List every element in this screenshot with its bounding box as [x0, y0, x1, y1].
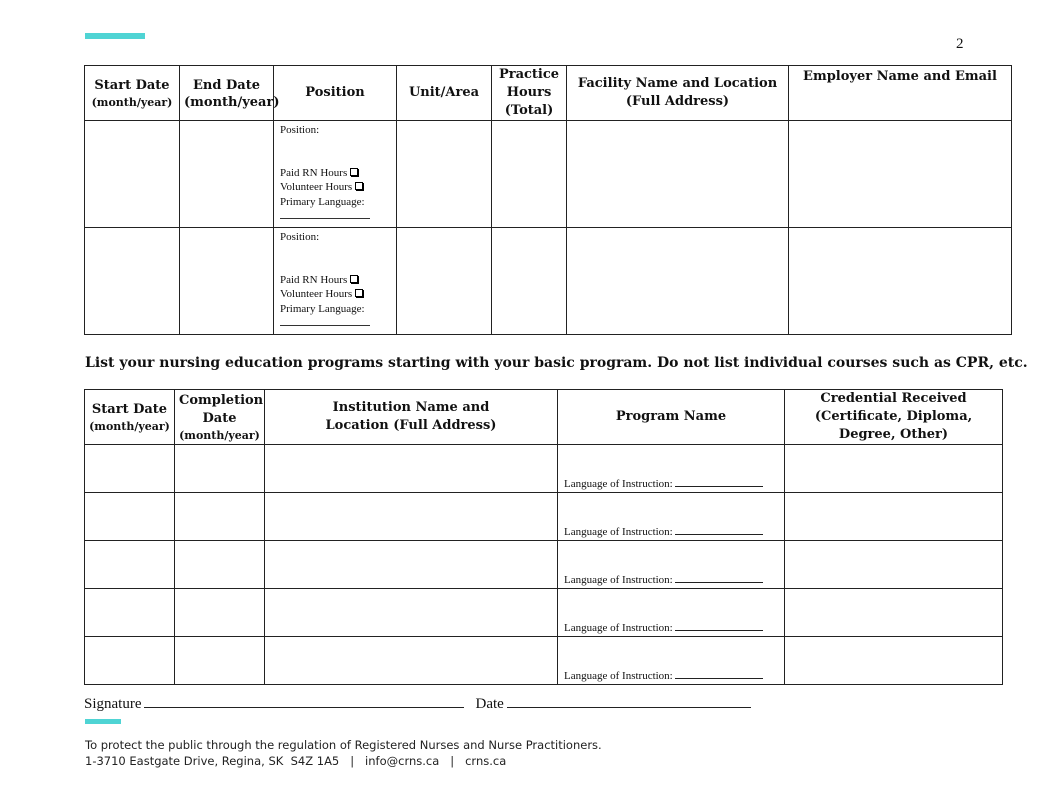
volunteer-hours-checkbox[interactable] [355, 289, 363, 297]
header-credential: Credential Received (Certificate, Diploma, Degree, Other) [785, 390, 1003, 445]
employment-header-row [85, 66, 1012, 121]
language-of-instruction-line[interactable] [675, 573, 763, 583]
education-row [85, 445, 1003, 493]
employer-cell[interactable] [789, 121, 1012, 228]
credential-cell[interactable] [785, 589, 1003, 637]
education-instructions: List your nursing education programs starting with your basic program. Do not list individual courses such as CPR, etc. [85, 355, 1028, 371]
education-row [85, 493, 1003, 541]
practice-hours-cell[interactable] [492, 228, 567, 335]
paid-rn-hours-label: Paid RN Hours [280, 166, 348, 179]
footer [85, 737, 602, 769]
signature-row [84, 694, 751, 713]
program-name-cell[interactable] [558, 637, 785, 685]
edu-start-date-cell[interactable] [85, 493, 175, 541]
primary-language-line[interactable] [280, 209, 370, 219]
end-date-cell[interactable] [180, 228, 274, 335]
credential-cell[interactable] [785, 541, 1003, 589]
primary-language-label: Primary Language: [280, 302, 365, 315]
institution-cell[interactable] [265, 541, 558, 589]
position-cell[interactable] [274, 121, 397, 228]
start-date-cell[interactable] [85, 121, 180, 228]
employment-row [85, 228, 1012, 335]
education-header-row [85, 390, 1003, 445]
end-date-cell[interactable] [180, 121, 274, 228]
paid-rn-hours-checkbox[interactable] [350, 275, 358, 283]
volunteer-hours-label: Volunteer Hours [280, 181, 353, 193]
position-label: Position: [280, 231, 320, 243]
language-of-instruction-line[interactable] [675, 477, 763, 487]
volunteer-hours-checkbox[interactable] [355, 182, 363, 190]
header-edu-start-date: Start Date (month/year) [85, 390, 175, 445]
program-name-cell[interactable] [558, 493, 785, 541]
date-line[interactable] [507, 694, 751, 708]
accent-bar-bottom [85, 719, 121, 724]
language-of-instruction-label: Language of Instruction: [564, 574, 673, 586]
edu-start-date-cell[interactable] [85, 589, 175, 637]
header-facility: Facility Name and Location (Full Address) [567, 66, 789, 121]
education-table [84, 389, 1003, 685]
language-of-instruction-label: Language of Instruction: [564, 478, 673, 490]
header-program-name: Program Name [558, 390, 785, 445]
program-name-cell[interactable] [558, 589, 785, 637]
footer-contact: 1-3710 Eastgate Drive, Regina, SK S4Z 1A5 | info@crns.ca | crns.ca [85, 754, 507, 768]
language-of-instruction-line[interactable] [675, 525, 763, 535]
header-unit-area: Unit/Area [397, 66, 492, 121]
paid-rn-hours-label: Paid RN Hours [280, 273, 348, 286]
institution-cell[interactable] [265, 493, 558, 541]
accent-bar-top [85, 33, 145, 39]
volunteer-hours-label: Volunteer Hours [280, 288, 353, 300]
completion-date-cell[interactable] [175, 637, 265, 685]
position-cell[interactable] [274, 228, 397, 335]
institution-cell[interactable] [265, 589, 558, 637]
header-employer: Employer Name and Email [789, 66, 1012, 121]
completion-date-cell[interactable] [175, 445, 265, 493]
header-completion-date: Completion Date (month/year) [175, 390, 265, 445]
edu-start-date-cell[interactable] [85, 445, 175, 493]
credential-cell[interactable] [785, 445, 1003, 493]
language-of-instruction-label: Language of Instruction: [564, 670, 673, 682]
edu-start-date-cell[interactable] [85, 637, 175, 685]
language-of-instruction-line[interactable] [675, 621, 763, 631]
header-practice-hours: Practice Hours (Total) [492, 66, 567, 121]
paid-rn-hours-checkbox[interactable] [350, 168, 358, 176]
language-of-instruction-label: Language of Instruction: [564, 526, 673, 538]
employment-row [85, 121, 1012, 228]
completion-date-cell[interactable] [175, 541, 265, 589]
position-label: Position: [280, 124, 320, 136]
date-label: Date [475, 696, 504, 712]
header-position: Position [274, 66, 397, 121]
completion-date-cell[interactable] [175, 493, 265, 541]
completion-date-cell[interactable] [175, 589, 265, 637]
institution-cell[interactable] [265, 637, 558, 685]
header-institution: Institution Name and Location (Full Address) [265, 390, 558, 445]
header-end-date: End Date (month/year) [180, 66, 274, 121]
employer-cell[interactable] [789, 228, 1012, 335]
program-name-cell[interactable] [558, 541, 785, 589]
program-name-cell[interactable] [558, 445, 785, 493]
credential-cell[interactable] [785, 493, 1003, 541]
unit-area-cell[interactable] [397, 121, 492, 228]
credential-cell[interactable] [785, 637, 1003, 685]
education-row [85, 637, 1003, 685]
primary-language-label: Primary Language: [280, 195, 365, 208]
start-date-cell[interactable] [85, 228, 180, 335]
institution-cell[interactable] [265, 445, 558, 493]
unit-area-cell[interactable] [397, 228, 492, 335]
primary-language-line[interactable] [280, 316, 370, 326]
employment-table [84, 65, 1012, 335]
page-number: 2 [956, 36, 964, 52]
facility-cell[interactable] [567, 228, 789, 335]
header-start-date: Start Date (month/year) [85, 66, 180, 121]
education-row [85, 541, 1003, 589]
footer-mission: To protect the public through the regulation of Registered Nurses and Nurse Practitioners. [85, 738, 602, 752]
facility-cell[interactable] [567, 121, 789, 228]
signature-label: Signature [84, 696, 142, 712]
language-of-instruction-label: Language of Instruction: [564, 622, 673, 634]
signature-line[interactable] [144, 694, 464, 708]
language-of-instruction-line[interactable] [675, 669, 763, 679]
practice-hours-cell[interactable] [492, 121, 567, 228]
edu-start-date-cell[interactable] [85, 541, 175, 589]
education-row [85, 589, 1003, 637]
